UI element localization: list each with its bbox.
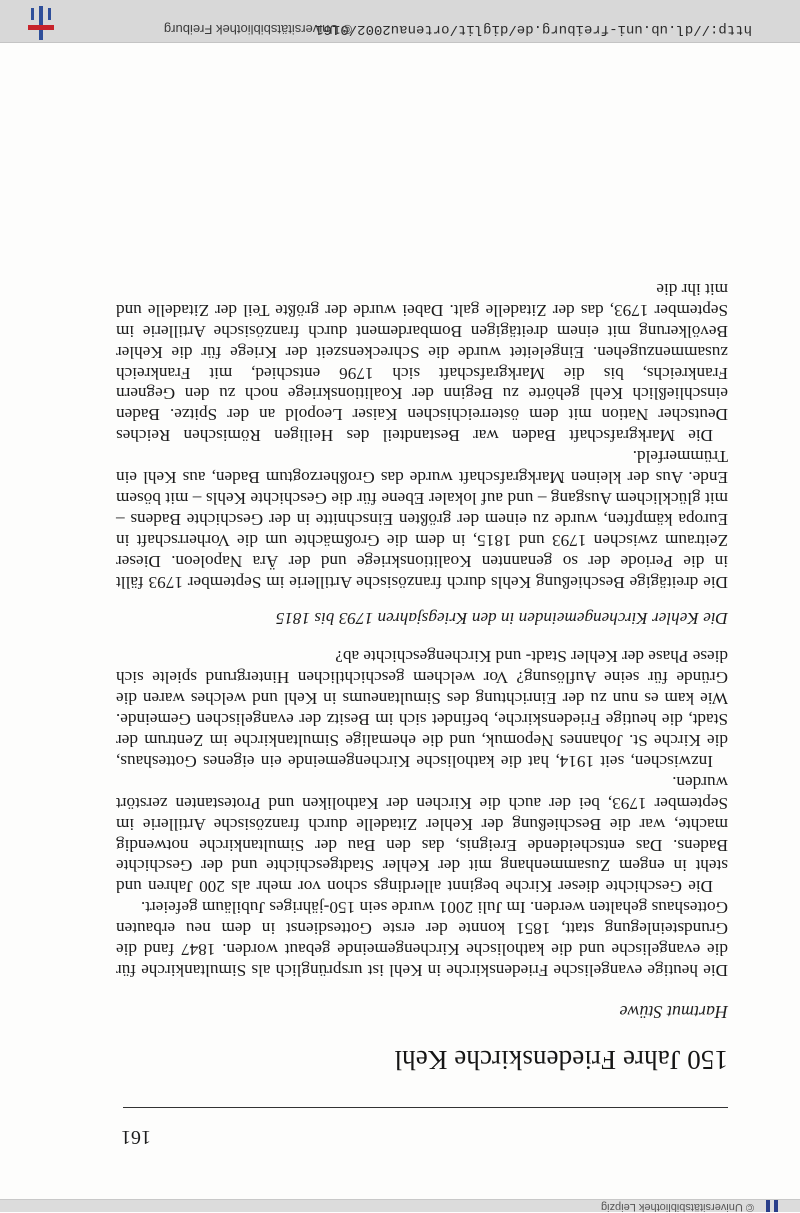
article-body	[116, 278, 728, 980]
library-credit: © Universitätsbibliothek Freiburg	[163, 22, 352, 37]
author-name: Hartmut Stüwe	[619, 1002, 728, 1022]
university-library-logo-icon	[28, 4, 54, 40]
header-rule	[123, 1107, 728, 1108]
paragraph-2: Die Geschichte dieser Kirche beginnt allerdings schon vor mehr als 200 Jahren und steht in engem Zusammenhang mit der Kehler Stadtgeschichte und der Geschichte Badens. Das entscheidende Ereignis, das den Bau der Simultankirche notwendig machte, war die Beschießung der Kehler Zitadelle durch französische Artillerie im September 1793, bei der auch die Kirchen der Katholiken und Protestanten zerstört wurden.	[116, 772, 728, 897]
page-number: 161	[121, 1126, 151, 1148]
paragraph-3: Inzwischen, seit 1914, hat die katholische Kirchengemeinde ein eigenes Gotteshaus, die Kirche St. Johannes Nepomuk, und die ehemalige Simultankirche im Zentrum der Stadt, die heutige Friedenskirche, befindet sich im Besitz der evangelischen Gemeinde. Wie kam es nun zu der Einrichtung des Simultaneums in Kehl und welches waren die Gründe für seine Auflösung? Vor welchem geschichtlichen Hintergrund spielte sich diese Phase der Kehler Stadt- und Kirchengeschichte ab?	[116, 647, 728, 771]
top-library-strip	[0, 1199, 800, 1212]
paragraph-5: Die Markgrafschaft Baden war Bestandteil des Heiligen Römischen Reiches Deutscher Nation mit dem österreichischen Kaiser Leopold an der Spitze. Baden einschließlich Kehl gehörte zu Beginn der Koalitionskriege noch zu den Gegnern Frankreichs, bis die Markgrafschaft sich 1796 entschied, mit Frankreich zusammenzugehen. Eingeleitet wurde die Schreckenszeit der Kriege für die Kehler Bevölkerung mit einem dreitägigen Bombardement durch französische Artillerie im September 1793, das der Zitadelle galt. Dabei wurde der größte Teil der Zitadelle und mit ihr die	[116, 279, 728, 446]
source-url-link[interactable]: http://dl.ub.uni-freiburg.de/diglit/ortenau2002/0161	[315, 21, 752, 37]
page-title: 150 Jahre Friedenskirche Kehl	[394, 1045, 728, 1075]
paragraph-1: Die heutige evangelische Friedenskirche in Kehl ist ursprünglich als Simultankirche für die evangelische und die katholische Kirchengemeinde gebaut worden. 1847 fand die Grundsteinlegung statt, 1851 konnte der erste Gottesdienst in dem neu erbauten Gotteshaus gehalten werden. Im Juli 2001 wurde sein 150-jähriges Jubiläum gefeiert.	[116, 898, 728, 980]
section-heading: Die Kehler Kirchengemeinden in den Kriegsjahren 1793 bis 1815	[275, 609, 728, 629]
library-logo-icon-bar	[766, 1200, 770, 1212]
paragraph-4: Die dreitägige Beschießung Kehls durch französische Artillerie im September 1793 fällt in die Periode der so genannten Koalitionskriege und der Ära Napoleon. Dieser Zeitraum zwischen 1793 und 1815, in dem die Großmächte um die Vorherrschaft in Europa kämpften, wurde zu einem der größten Einschnitte in der Geschichte Badens – mit glücklichem Ausgang – und auf lokaler Ebene für die Geschichte Kehls – mit bösem Ende. Aus der kleinen Markgrafschaft wurde das Großherzogtum Baden, aus Kehl ein Trümmerfeld.	[116, 447, 728, 592]
library-logo-icon	[774, 1200, 778, 1212]
bottom-url-strip	[0, 0, 800, 43]
top-library-credit: © Universitätsbibliothek Leipzig	[600, 1201, 754, 1213]
